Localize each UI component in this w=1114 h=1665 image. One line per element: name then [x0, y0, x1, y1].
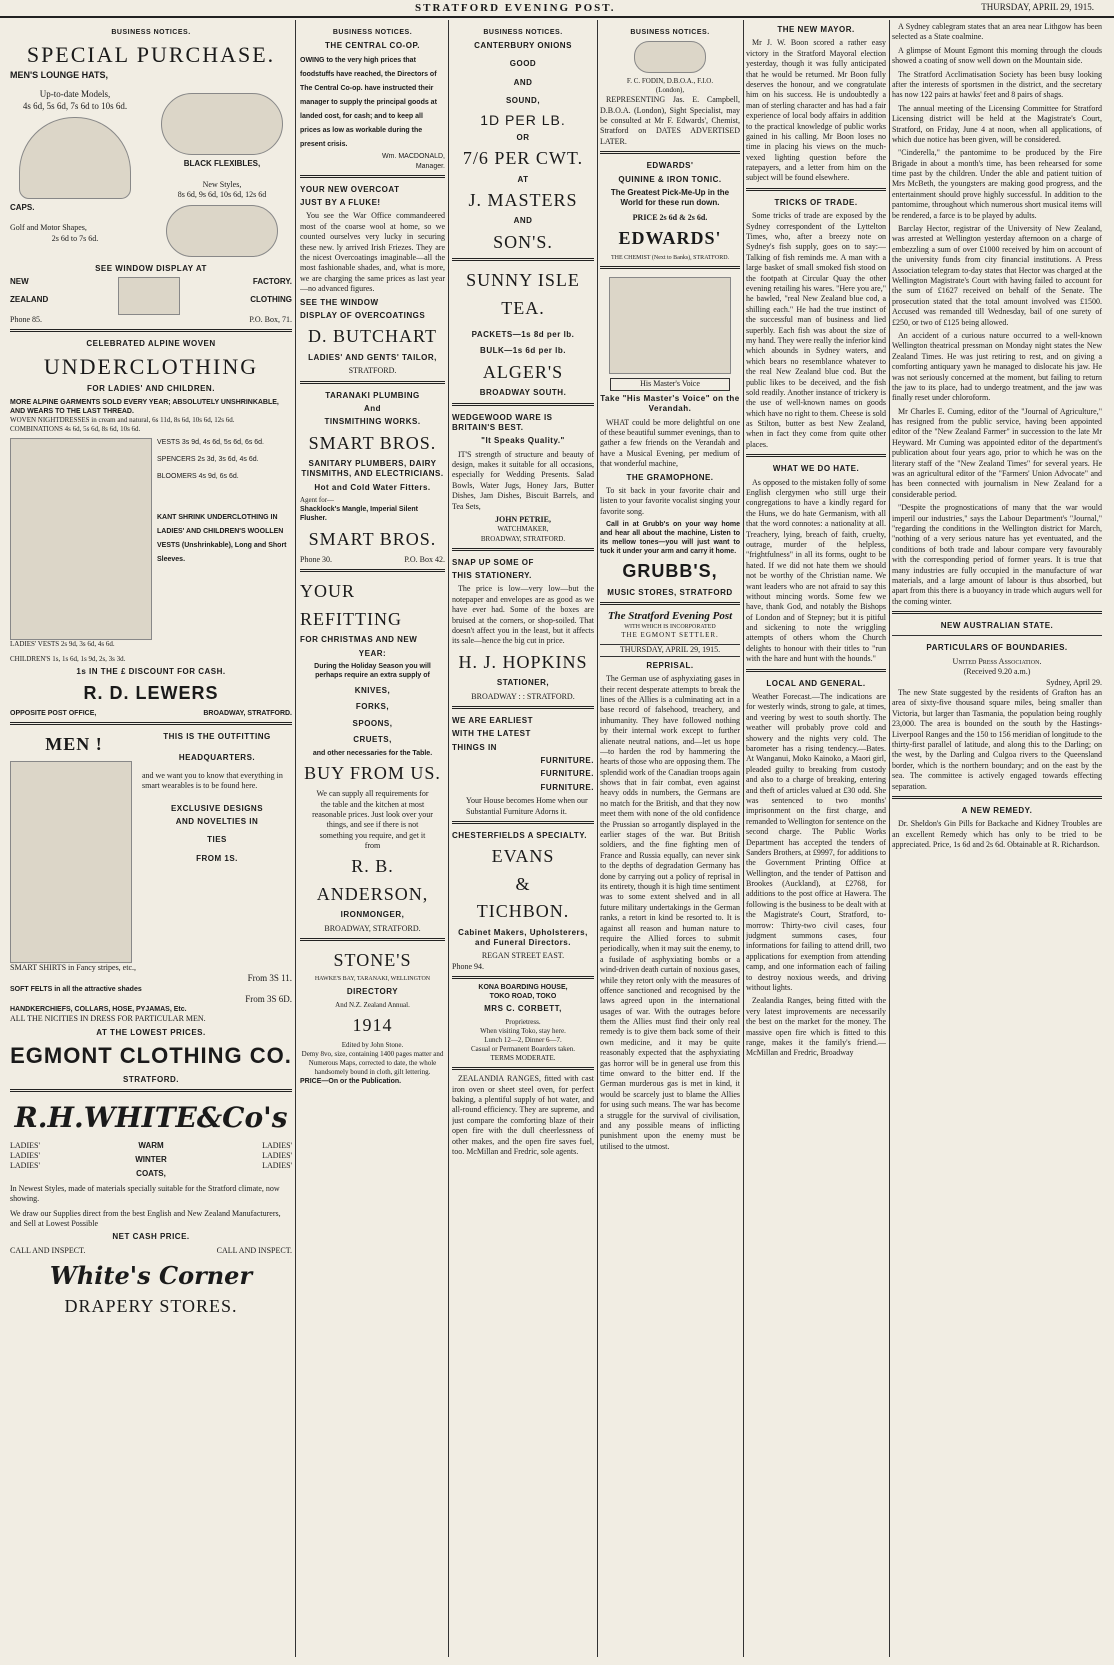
ad-text: "It Speaks Quality." [481, 436, 565, 446]
ad-text: AT [517, 174, 529, 184]
article-heading: TRICKS OF TRADE. [774, 197, 858, 207]
ad-price: 4s 6d, 5s 6d, 7s 6d to 10s 6d. [22, 101, 128, 112]
section-heading: BUSINESS NOTICES. [630, 29, 710, 36]
column-2 [300, 22, 445, 1657]
ad-text: NET CASH PRICE. [112, 1232, 190, 1242]
ad-text: Wm. MACDONALD, [382, 153, 445, 161]
ad-text: SANITARY PLUMBERS, DAIRY TINSMITHS, AND ELECTRICIANS. [301, 459, 444, 479]
ad-text: The price is low—very low—but the notepaper and envelopes are as good as we have ever had. Some of the boxes are bruised at the corners, or shop-soiled. That doesn't affect you in the least, but it affects its sale—hence the big cut in price. [452, 584, 594, 646]
ad-text: Golf and Motor Shapes, [10, 223, 87, 233]
article-heading: NEW AUSTRALIAN STATE. [940, 621, 1054, 631]
ad-text: EXCLUSIVE DESIGNS [170, 803, 264, 813]
ad-text: SMART SHIRTS in Fancy stripes, etc., [10, 962, 137, 972]
ad-text: Manager. [415, 162, 445, 170]
ad-year: 1914 [352, 1014, 393, 1035]
phone-number: Phone 85. [10, 314, 42, 324]
ad-text: ALL THE NICITIES IN DRESS FOR PARTICULAR MEN. [10, 1014, 206, 1024]
ad-price: From 3S 6D. [245, 993, 292, 1004]
ad-address: THE CHEMIST (Next to Banks), STRATFORD. [610, 254, 730, 261]
ad-text: Agent for— [300, 496, 335, 505]
ad-address: TOKO ROAD, TOKO [489, 993, 557, 1001]
ad-text: HANDKERCHIEFS, COLLARS, HOSE, PYJAMAS, Etc. [10, 1006, 187, 1014]
ad-text: KNIVES, [354, 686, 391, 696]
section-heading: BUSINESS NOTICES. [332, 29, 413, 36]
ad-text: When visiting Toko, stay here. [480, 1026, 566, 1035]
ad-title: UNDERCLOTHING [43, 353, 259, 379]
ad-text: CALL AND INSPECT. [10, 1245, 86, 1255]
ad-title: TARANAKI PLUMBING [325, 390, 420, 400]
dateline: (Received 9.20 a.m.) [963, 667, 1031, 677]
column-divider [889, 20, 890, 1657]
ad-text: Demy 8vo, size, containing 1400 pages matter and Numerous Maps, corrected to date, the whole handsomely bound in cloth, gilt lettering. [301, 1050, 444, 1077]
article-body: Some tricks of trade are exposed by the Sydney correspondent of the Lyttelton Times, who, after a breezy note on Sydney's fish supply, goes on to say:—Talking of fish reminds me. A man with a large basket of small smoked fish stood on the footpath at Circular Quay the other evening retailing his wares. "Here you are," he bawled, "real New Zealand blue cod, a shilling each." He had the true instinct of the successful man of business and lied superbly. Each fish was about the size of my hand. They were really the inferior kind which abounds in Sydney waters, and which bears no resemblance whatever to the real New Zealand blue cod. But the public likes to be deceived, and the fish sold readily. Another instance of trickery is the use of well-known names on goods which have no right to them. Cheese is sold as Stilton, butter as best New Zealand, when in fact they come from quite other places. [746, 211, 886, 449]
ad-title: SMART BROS. [308, 528, 437, 549]
dateline: Sydney, April 29. [1046, 677, 1102, 687]
ad-text: LADIES' [262, 1151, 292, 1161]
ad-text: FURNITURE. [540, 782, 594, 792]
bowler-hat-illustration [19, 117, 131, 199]
ad-price: 2s 6d to 7s 6d. [51, 233, 99, 243]
ad-address: BROADWAY, STRATFORD. [324, 923, 421, 933]
ad-title: MEN ! [45, 734, 103, 755]
ad-title: MRS C. CORBETT, [484, 1004, 562, 1014]
ad-text: LADIES' AND GENTS' TAILOR, [308, 352, 437, 362]
ad-text: WARM [138, 1140, 164, 1150]
ad-title: THIS STATIONERY. [452, 571, 532, 581]
ad-text: WATCHMAKER, [497, 525, 549, 534]
ad-text: SEE THE WINDOW [300, 297, 379, 307]
ad-text: GOOD [509, 59, 537, 69]
ad-price: BULK—1s 6d per lb. [480, 346, 566, 356]
ad-text: LADIES' [10, 1151, 40, 1161]
ad-address: STRATFORD. [123, 1074, 179, 1084]
ad-text: YEAR: [358, 648, 387, 658]
ad-address: BROADWAY SOUTH. [479, 388, 567, 398]
ad-title: YOUR NEW OVERCOAT [300, 184, 400, 194]
article-body: Weather Forecast.—The indications are for westerly winds, strong to gale, at times, and veering by west to south shortly. The weather will probably prove cold and showery and the nights very cold. The barometer has a rising tendency.—Bates. At Wanganui, Moko Kainoko, a Maori girl, pleaded guilty to breaking from custody and also to a charge of breaking, entering and theft of articles valued at £30 odd. She was sentenced to two months' imprisonment on the first charge, and remanded to Wellington for sentence on the second charge. The Public Works Department has accepted the tenders of Sanders Brothers, at £9997, for additions to the Government Printing Office at Wellington, and the tender of Pattison and Brookes (Auckland), at £2768, for additions to the post office at Hawera. The following is the business to be dealt with at the Magistrate's Court, Stratford, to-morrow: Thirty-two civil cases, four judgment summons cases, four informations for failing to attend drill, two applications for exemption from attending camp, and one information each of failing to destroy noxious weeds, and driving without lights. [746, 692, 886, 992]
ad-title: DIRECTORY [346, 987, 399, 997]
ad-text: FORKS, [355, 702, 390, 712]
ad-text: AT THE LOWEST PRICES. [96, 1027, 206, 1037]
news-item: An accident of a curious nature occurred to a well-known Wellington theatrical pressman on Monday night states the New Zealand Times. He was just retiring to rest, and on giving a comforting antiquary yawn he managed to dislocate his jaw. He was not seriously concerned at the moment, but failing to return the jaw to its place, had to undergo treatment, and the jaw was finally reset under chloroform. [892, 330, 1102, 403]
phone-number: Phone 94. [452, 961, 484, 971]
ad-text: FACTORY. [252, 276, 292, 286]
ad-address: BROADWAY, STRATFORD. [203, 710, 292, 718]
ad-text: (London), [655, 86, 685, 95]
ad-text: FOR LADIES' AND CHILDREN. [87, 384, 215, 394]
news-item: Mr Charles E. Cuming, editor of the "Journal of Agriculture," has resigned from the public service, having been appointed editor of the "New Zealand Farmer" in succession to the late Mr Heyward. Mr Cuming was appointed editor of the department's publication about four years ago, prior to which he was on the literary staff of the "New Zealand Times" for several years. He was an agricultural editor of the "Farmers' Union Advocate" and has been connected with journalism in New Zealand for a considerable period. [892, 406, 1102, 499]
ad-price: 8s 6d, 9s 6d, 10s 6d, 12s 6d [177, 190, 267, 200]
ad-text: THIS IS THE OUTFITTING [163, 732, 271, 742]
ad-text: The Greatest Pick-Me-Up in the World for these run down. [610, 188, 730, 208]
ad-title: & [515, 873, 531, 894]
ad-text: Shacklock's Mangle, Imperial Silent Flusher. [300, 506, 418, 523]
ad-title: EDWARDS' [646, 161, 694, 171]
ad-title: JOHN PETRIE, [494, 515, 551, 525]
ad-text: AND [513, 77, 533, 87]
news-item: The annual meeting of the Licensing Committee for Stratford Licensing district will be held at the Magistrate's Court, Stratford, on Friday, June 4 at noon, when all applications, of which due notice has been given, will be considered. [892, 103, 1102, 144]
ad-title: REFITTING [300, 608, 402, 629]
ad-text: AND [513, 216, 533, 226]
ad-title: H. J. HOPKINS [458, 651, 588, 672]
article-heading: LOCAL AND GENERAL. [766, 678, 866, 688]
masthead-date: THURSDAY, APRIL 29, 1915. [981, 2, 1094, 12]
ad-price: VESTS 3s 9d, 4s 6d, 5s 6d, 6s 6d. [157, 439, 265, 447]
ad-address: OPPOSITE POST OFFICE, [10, 710, 97, 718]
ad-text: WINTER [135, 1155, 167, 1165]
article-body: Dr. Sheldon's Gin Pills for Backache and Kidney Troubles are an excellent Remedy which has only to be tried to be appreciated. Price, 1s 6d and 2s 6d. Obtainable at R. Richardson. [892, 819, 1102, 850]
ad-text: And N.Z. Zealand Annual. [335, 1000, 410, 1009]
ad-title: THE CENTRAL CO-OP. [325, 41, 420, 51]
news-item: A glimpse of Mount Egmont this morning through the clouds showed a coating of snow well down on the Mountain side. [892, 45, 1102, 66]
ad-text: New Styles, [202, 179, 242, 189]
ad-address: STRATFORD. [348, 366, 397, 376]
ad-price: PRICE 2s 6d & 2s 6d. [632, 212, 708, 222]
ad-title: CANTERBURY ONIONS [474, 41, 572, 51]
ad-title: WE ARE EARLIEST [452, 715, 533, 725]
article-heading: A NEW REMEDY. [961, 805, 1033, 815]
ad-text: LADIES' [262, 1161, 292, 1171]
ad-title: BUY FROM US. [304, 762, 441, 783]
ad-text: To sit back in your favorite chair and listen to your favorite vocalist singing your favorite song. [600, 485, 740, 516]
ad-title: R.H.WHITE&Co's [14, 1101, 288, 1135]
ad-address: BROADWAY, STRATFORD. [480, 534, 566, 543]
phone-number: Phone 30. [300, 554, 332, 564]
ad-title: SUNNY ISLE [466, 270, 580, 291]
ad-title: SON'S. [493, 231, 553, 252]
column-divider [448, 20, 449, 1657]
ad-text: OWING to the very high prices that foodstuffs have reached, the Directors of The Central Co-op. have instructed their manager to supply the principal goods at landed cost, for cash; and to keep all prices as low as workable during the present crisis. [300, 57, 437, 149]
ad-title: White's Corner [49, 1261, 253, 1291]
news-item: "Cinderella," the pantomime to be produced by the Fire Brigade in about a month's time, has been rehearsed for some time past by the children. Under the able and patient tuition of Mrs McBeth, the youngsters are making good progress, and the entertainment should prove highly successful. In addition to the pantomime, throughout which numerous short musical items will be rendered, a farce is to be played by adults. [892, 148, 1102, 220]
ad-title: WITH THE LATEST [452, 729, 531, 739]
ad-title: D. BUTCHART [308, 326, 437, 347]
ad-title: EVANS [491, 846, 555, 867]
ad-price: BLOOMERS 4s 9d, 6s 6d. [157, 473, 239, 481]
ad-title: F. C. FODIN, D.B.O.A., F.I.O. [626, 77, 714, 86]
ad-title: R. D. LEWERS [83, 682, 219, 703]
article-heading: REPRISAL. [646, 660, 694, 670]
ad-text: CELEBRATED ALPINE WOVEN [86, 339, 216, 349]
ad-text: HAWKE'S BAY, TARANAKI, WELLINGTON [314, 976, 431, 983]
ad-title: CHESTERFIELDS A SPECIALTY. [452, 831, 587, 841]
ad-text: FOR CHRISTMAS AND NEW [300, 635, 418, 645]
ad-text: IT'S strength of structure and beauty of design, makes it suitable for all occasions, especially for Wedding Presents. Salad Bowls, Water Jugs, Honey Jars, Butter Dishes, Jam Dishes, Biscuit Barrels, and Tea Sets, [452, 449, 594, 511]
ad-title: GRUBB'S, [622, 561, 718, 582]
ad-text: WHAT could be more delightful on one of these beautiful summer evenings, than to gather a few friends on the Verandah and have a Musical Evening, per medium of that wonderful machine, [600, 417, 740, 469]
column-6 [892, 22, 1102, 1657]
ad-title: KONA BOARDING HOUSE, [478, 984, 568, 992]
ad-title: TINSMITHING WORKS. [324, 417, 421, 427]
column-divider [597, 20, 598, 1657]
ad-address: MUSIC STORES, STRATFORD [607, 587, 733, 597]
white-drapery-ad [10, 1089, 292, 1318]
column-3 [452, 22, 594, 1657]
po-box: P.O. Box, 71. [249, 314, 292, 324]
ad-text: FURNITURE. [540, 769, 594, 779]
ad-text: SPOONS, [352, 718, 393, 728]
ad-title: THE GRAMOPHONE. [626, 472, 714, 482]
ad-text: NEW [10, 276, 29, 286]
ad-title: WEDGEWOOD WARE IS BRITAIN'S BEST. [452, 412, 553, 432]
ad-text: ZEALAND [10, 295, 49, 305]
cap-illustration [166, 205, 278, 257]
ad-text: COMBINATIONS 4s 6d, 5s 6d, 8s 6d, 10s 6d. [10, 424, 141, 433]
ad-address: BROADWAY : : STRATFORD. [471, 691, 575, 701]
nz-clothing-factory-logo [118, 277, 180, 315]
ad-text: BLACK FLEXIBLES, [183, 159, 261, 169]
ad-text: and other necessaries for the Table. [312, 749, 433, 757]
man-reading-illustration [10, 761, 132, 963]
newspaper-title: STRATFORD EVENING POST. [415, 2, 616, 14]
ad-title: TICHBON. [476, 901, 570, 922]
ad-text: STATIONER, [496, 678, 550, 688]
alpine-underclothing-ad [10, 329, 292, 718]
underclothing-illustration [10, 438, 152, 640]
section-heading: BUSINESS NOTICES. [483, 29, 563, 36]
column-5 [746, 22, 886, 1657]
ad-text: Edited by John Stone. [341, 1041, 404, 1050]
special-purchase-ad [10, 41, 292, 325]
ad-text: Lunch 12—2, Dinner 6—7. [484, 1035, 562, 1044]
his-masters-voice-logo [609, 277, 731, 374]
ad-text: SOFT FELTS in all the attractive shades [10, 985, 142, 993]
ad-price: PRICE—On or the Publication. [300, 1078, 402, 1086]
ad-text: SOUND, [505, 96, 541, 106]
ad-title: DRAPERY STORES. [64, 1296, 238, 1317]
ad-title: SPECIAL PURCHASE. [26, 42, 276, 68]
ad-text: Hot and Cold Water Fitters. [314, 482, 431, 492]
ad-text: FURNITURE. [540, 756, 594, 766]
ad-title: ALGER'S [482, 361, 564, 382]
ad-title: THINGS IN [452, 742, 497, 752]
ad-price: 7/6 PER CWT. [462, 148, 584, 169]
ad-text: LADIES' [10, 1140, 40, 1150]
logo-caption: His Master's Voice [610, 378, 730, 390]
news-item: The Stratford Acclimatisation Society has been busy looking after the interests of sportsmen in the district, and the secretary has now 122 pairs at hawks' feet and 8 pairs of shags. [892, 69, 1102, 100]
article-heading: THE NEW MAYOR. [777, 25, 855, 34]
ad-text: CRUETS, [353, 735, 392, 745]
ad-text: HEADQUARTERS. [178, 752, 256, 762]
ad-price: FROM 1S. [196, 853, 238, 863]
spectacles-illustration [634, 41, 706, 73]
article-body: As opposed to the mistaken folly of some English clergymen who still urge their congregations to have a kindly regard for the Huns, we do hate Germanism, with all that the word connotes: a nationality at all. Treachery, lying, breach of faith, cruelty, outrage, murder of the helpless, "frightfulness" in all its forms, ought to be hated. If we did not hate them we should not be worthy of the Christian name. We want leaders who are not afraid to say this without mincing words. Some few we have, thank God, and notably the Bishops of London and of Stepney; but it is pitiful and sickening to note the wriggling attempts of others whom the Church delights to honour with their titles to "run with the hare and hunt with the hounds." [746, 477, 886, 664]
article-body: Mr J. W. Boon scored a rather easy victory in the Stratford Mayoral election yesterday, though it was fully anticipated that he would be returned. Mr Boon fully deserves the honour, and we congratulate him on his success. He is undoubtedly a man of sterling character and has had a fair experience of local body affairs in addition to the practical knowledge of public works gained in his calling. Mr Boon loses no time in placing his views on the much-vexed lighting question before the ratepayers, and a letter from him on the subject will be found elsewhere. [746, 38, 886, 183]
section-heading: BUSINESS NOTICES. [111, 29, 191, 36]
po-box: P.O. Box 42. [404, 554, 445, 564]
ad-text: TERMS MODERATE. [490, 1054, 556, 1063]
ad-text: MORE ALPINE GARMENTS SOLD EVERY YEAR; ABSOLUTELY UNSHRINKABLE, AND WEARS TO THE LAST THREAD. [10, 398, 279, 415]
ad-title: EGMONT CLOTHING CO. [10, 1043, 292, 1069]
ad-text: 1s IN THE £ DISCOUNT FOR CASH. [76, 667, 226, 677]
ad-text: CALL AND INSPECT. [216, 1245, 292, 1255]
ad-text: IRONMONGER, [340, 910, 405, 920]
ad-price: CHILDREN'S 1s, 1s 6d, 1s 9d, 2s, 3s 3d. [10, 655, 126, 664]
ad-title: TEA. [501, 297, 545, 318]
ad-text: WOVEN NIGHTDRESSES in cream and natural, 6s 11d, 8s 6d, 10s 6d, 12s 6d. [10, 415, 235, 424]
news-item: "Despite the prognostications of many that the war would imperil our industries," says the Labour Department's "Journal," "regarding the conditions in the Wellington district for March, "nothing of a very serious nature has yet eventuated, and the conditions of both trade and labour compare very favourably with the corresponding period of former years. It is true that many industries are fully occupied in the manufacture of war materials, and a large amount of labour is thus absorbed, but apart from this there is a buoyancy in trade which augurs well for the coming winter. [892, 503, 1102, 606]
article-subheading: PARTICULARS OF BOUNDARIES. [926, 643, 1068, 653]
ad-text: and we want you to know that everything in smart wearables is to be found here. [142, 770, 283, 791]
ad-text: LADIES' [10, 1161, 40, 1171]
newspaper-nameplate: The Stratford Evening Post [607, 610, 733, 623]
dateline: United Press Association. [952, 656, 1042, 666]
ad-address: REGAN STREET EAST. [481, 951, 565, 961]
ad-text: ZEALANDIA RANGES, fitted with cast iron oven or sheet steel oven, for perfect baking, a plentiful supply of hot water, and all-round efficiency. They are supreme, and just compare the comforting blaze of their open fire with the dull cheerlessness of other makes, and the open fire saves fuel, too. McMillan and Fredric, sole agents. [452, 1074, 594, 1156]
ad-text: OR [516, 132, 530, 142]
column-divider [295, 20, 296, 1657]
ad-text: Casual or Permanent Boarders taken. [471, 1045, 575, 1054]
ad-title: QUININE & IRON TONIC. [618, 174, 722, 184]
article-heading: WHAT WE DO HATE. [772, 464, 860, 474]
issue-date: THURSDAY, APRIL 29, 1915. [600, 644, 740, 656]
ad-text: We draw our Supplies direct from the best English and New Zealand Manufacturers, and Sell at Lowest Possible [10, 1208, 281, 1228]
ad-text: CAPS. [10, 202, 35, 212]
flexible-hat-illustration [161, 93, 283, 155]
ad-title: J. MASTERS [468, 190, 578, 211]
ad-text: CLOTHING [250, 295, 292, 305]
column-4 [600, 22, 740, 1657]
ad-title: ANDERSON, [316, 883, 429, 904]
ad-title: STONE'S [333, 950, 412, 971]
ad-price: 1D PER LB. [480, 111, 566, 128]
ad-text: Call in at Grubb's on your way home and hear all about the machine, Listen to its mellow tones—you will just want to tuck it under your arm and carry it home. [600, 521, 740, 556]
ad-title: YOUR [300, 581, 356, 602]
ad-price: From 3S 11. [247, 972, 292, 983]
ad-text: DISPLAY OF OVERCOATINGS [300, 310, 426, 320]
column-1 [10, 22, 292, 1657]
ad-price: SPENCERS 2s 3d, 3s 6d, 4s 6d. [157, 456, 259, 464]
ad-text: KANT SHRINK UNDERCLOTHING IN LADIES' AND CHILDREN'S WOOLLEN VESTS (Unshrinkable), Long and Short Sleeves. [157, 514, 287, 564]
ad-title: EDWARDS' [618, 228, 722, 249]
nameplate-sub: THE EGMONT SETTLER. [621, 631, 719, 640]
ad-text: In Newest Styles, made of materials specially suitable for the Stratford climate, now showing. [10, 1183, 280, 1204]
masthead [0, 0, 1114, 18]
ad-text: Proprietress. [505, 1017, 541, 1026]
ad-text: AND NOVELTIES IN [175, 817, 259, 827]
ad-text: TIES [207, 835, 227, 845]
ad-text: LADIES' [262, 1140, 292, 1150]
ad-text: We can supply all requirements for the table and the kitchen at most reasonable prices. Just look over your things, and see if there is not something you require, and get it from [312, 789, 433, 851]
article-body: Zealandia Ranges, being fitted with the very latest improvements are necessarily the best on the market for the money. The massive open fire which is fitted to this range, makes it the family's friend.—McMillan and Fredric, Broadway [746, 996, 886, 1058]
ad-text: Cabinet Makers, Upholsterers, and Funeral Directors. [458, 927, 588, 947]
ad-text: And [363, 403, 382, 413]
ad-subtitle: MEN'S LOUNGE HATS, [10, 69, 108, 80]
article-body: The new State suggested by the residents of Grafton has an area of sixty-five thousand square miles, being smaller than Victoria, but larger than Tasmania, the population being roughly 23,000. The area is bounded on the south by the Hastings-Liverpool Ranges and the 150 to 156 meridian of longitude to the thirty-first parallel of latitude, and along this to the Darling; on the west, by the Darling and Culgoa rivers to the Queensland border, which is the northern boundary; and on the east by the sea. The committee is actively engaged towards effecting separation. [892, 688, 1102, 791]
ad-title: R. B. [351, 856, 394, 877]
ad-text: During the Holiday Season you will perhaps require an extra supply of [314, 662, 431, 679]
ad-text: REPRESENTING Jas. E. Campbell, D.B.O.A. (London), Sight Specialist, may be consulted at Mr F. Edwards', Chemist, Stratford on DATES ADVERTISED LATER. [600, 95, 740, 146]
ad-title: SMART BROS. [308, 432, 437, 453]
news-item: A Sydney cablegram states that an area near Lithgow has been selected as a State coalmine. [892, 22, 1102, 42]
ad-title: SNAP UP SOME OF [452, 557, 534, 567]
article-body: The German use of asphyxiating gases in their recent desperate attempts to break the lines of the Allies is a culminating act in a base record of falsehood, treachery, and inhumanity. They have followed nothing by their internal work except to further alienate neutral nations, and—let us hope—to harden the rod by hammering the hearts of those who are opposing them. The splendid work of the Canadian troops again shows that in fair combat, even against heavy odds in numbers, the Germans are no match for the British, and that they now meet them with none of the old confidence the Prussian so arrogantly displayed in the earlier stages of the war. But British soldiers, and the fine fighting men of France and Russia equally, can never sink to the depths of degradation Germany has done by carrying out a policy of reprisal in its entirety, though it is high time sentiment was to some extent shelved and in all future military undertakings in the German ranks, a retort in kind be resorted to. It is against all reason and human nature to require the Allied forces to submit periodically, when it may suit the enemy, to a fusilade of asphyxiating bombs or a wind-driven death curtain of noxious gases, while they retort only with the measures of offence sanctioned and recognised by the laws agreed upon in the international usages of war. With the outrages before them the Allies must find their only real remedy is to give them back some of their own medicine, and it may be quite reasonably expected that the asphyxiating gas horror will be in general use from this time onward to the bitter end. If the German murderous gas is met in kind, it would be scarcely just to blame the Allies for using such means. The war has become a struggle for the survival of civilisation, and any possible means of inflicting punishment upon the enemy must be utilised to the utmost. [600, 674, 740, 1151]
ad-text: You see the War Office commandeered most of the coarse wool at home, so we counted ourselves very lucky in securing these new. ly arrived Irish Friezes. They are the nicest Overcoatings imaginable—all the most fashionable shades, and, what is more, we are charging the same prices as last year—no advanced figures. [300, 211, 445, 294]
news-item: Barclay Hector, registrar of the University of New Zealand, was arrested at Wellington yesterday afternoon on a charge of embezzling a sum of over £1000 received by him on account of the university funds from city financial institutions. A Press Association telegram to-day states that Hector was charged at the Wellington Magistrate's Court with having failed to account for the sum of £1627 received on behalf of the Senate. The prosecution stated that the total amount involved was £1500. Accused was remanded till Wednesday, bail of one surety of £250, or two of £125 being allowed. [892, 224, 1102, 327]
ad-text: COATS, [136, 1169, 166, 1179]
ad-text: Up-to-date Models, [39, 89, 111, 100]
ad-price: PACKETS—1s 8d per lb. [471, 329, 575, 339]
column-divider [743, 20, 744, 1657]
ad-price: LADIES' VESTS 2s 9d, 3s 6d, 4s 6d. [10, 640, 115, 649]
egmont-clothing-ad [10, 722, 292, 1085]
ad-text: Your House becomes Home when our Substantial Furniture Adorns it. [466, 796, 588, 816]
ad-title: Take "His Master's Voice" on the Verandah. [600, 393, 740, 414]
nameplate-sub: WITH WHICH IS INCORPORATED [624, 623, 716, 630]
ad-text: SEE WINDOW DISPLAY AT [95, 263, 207, 273]
ad-title: JUST BY A FLUKE! [300, 198, 381, 208]
